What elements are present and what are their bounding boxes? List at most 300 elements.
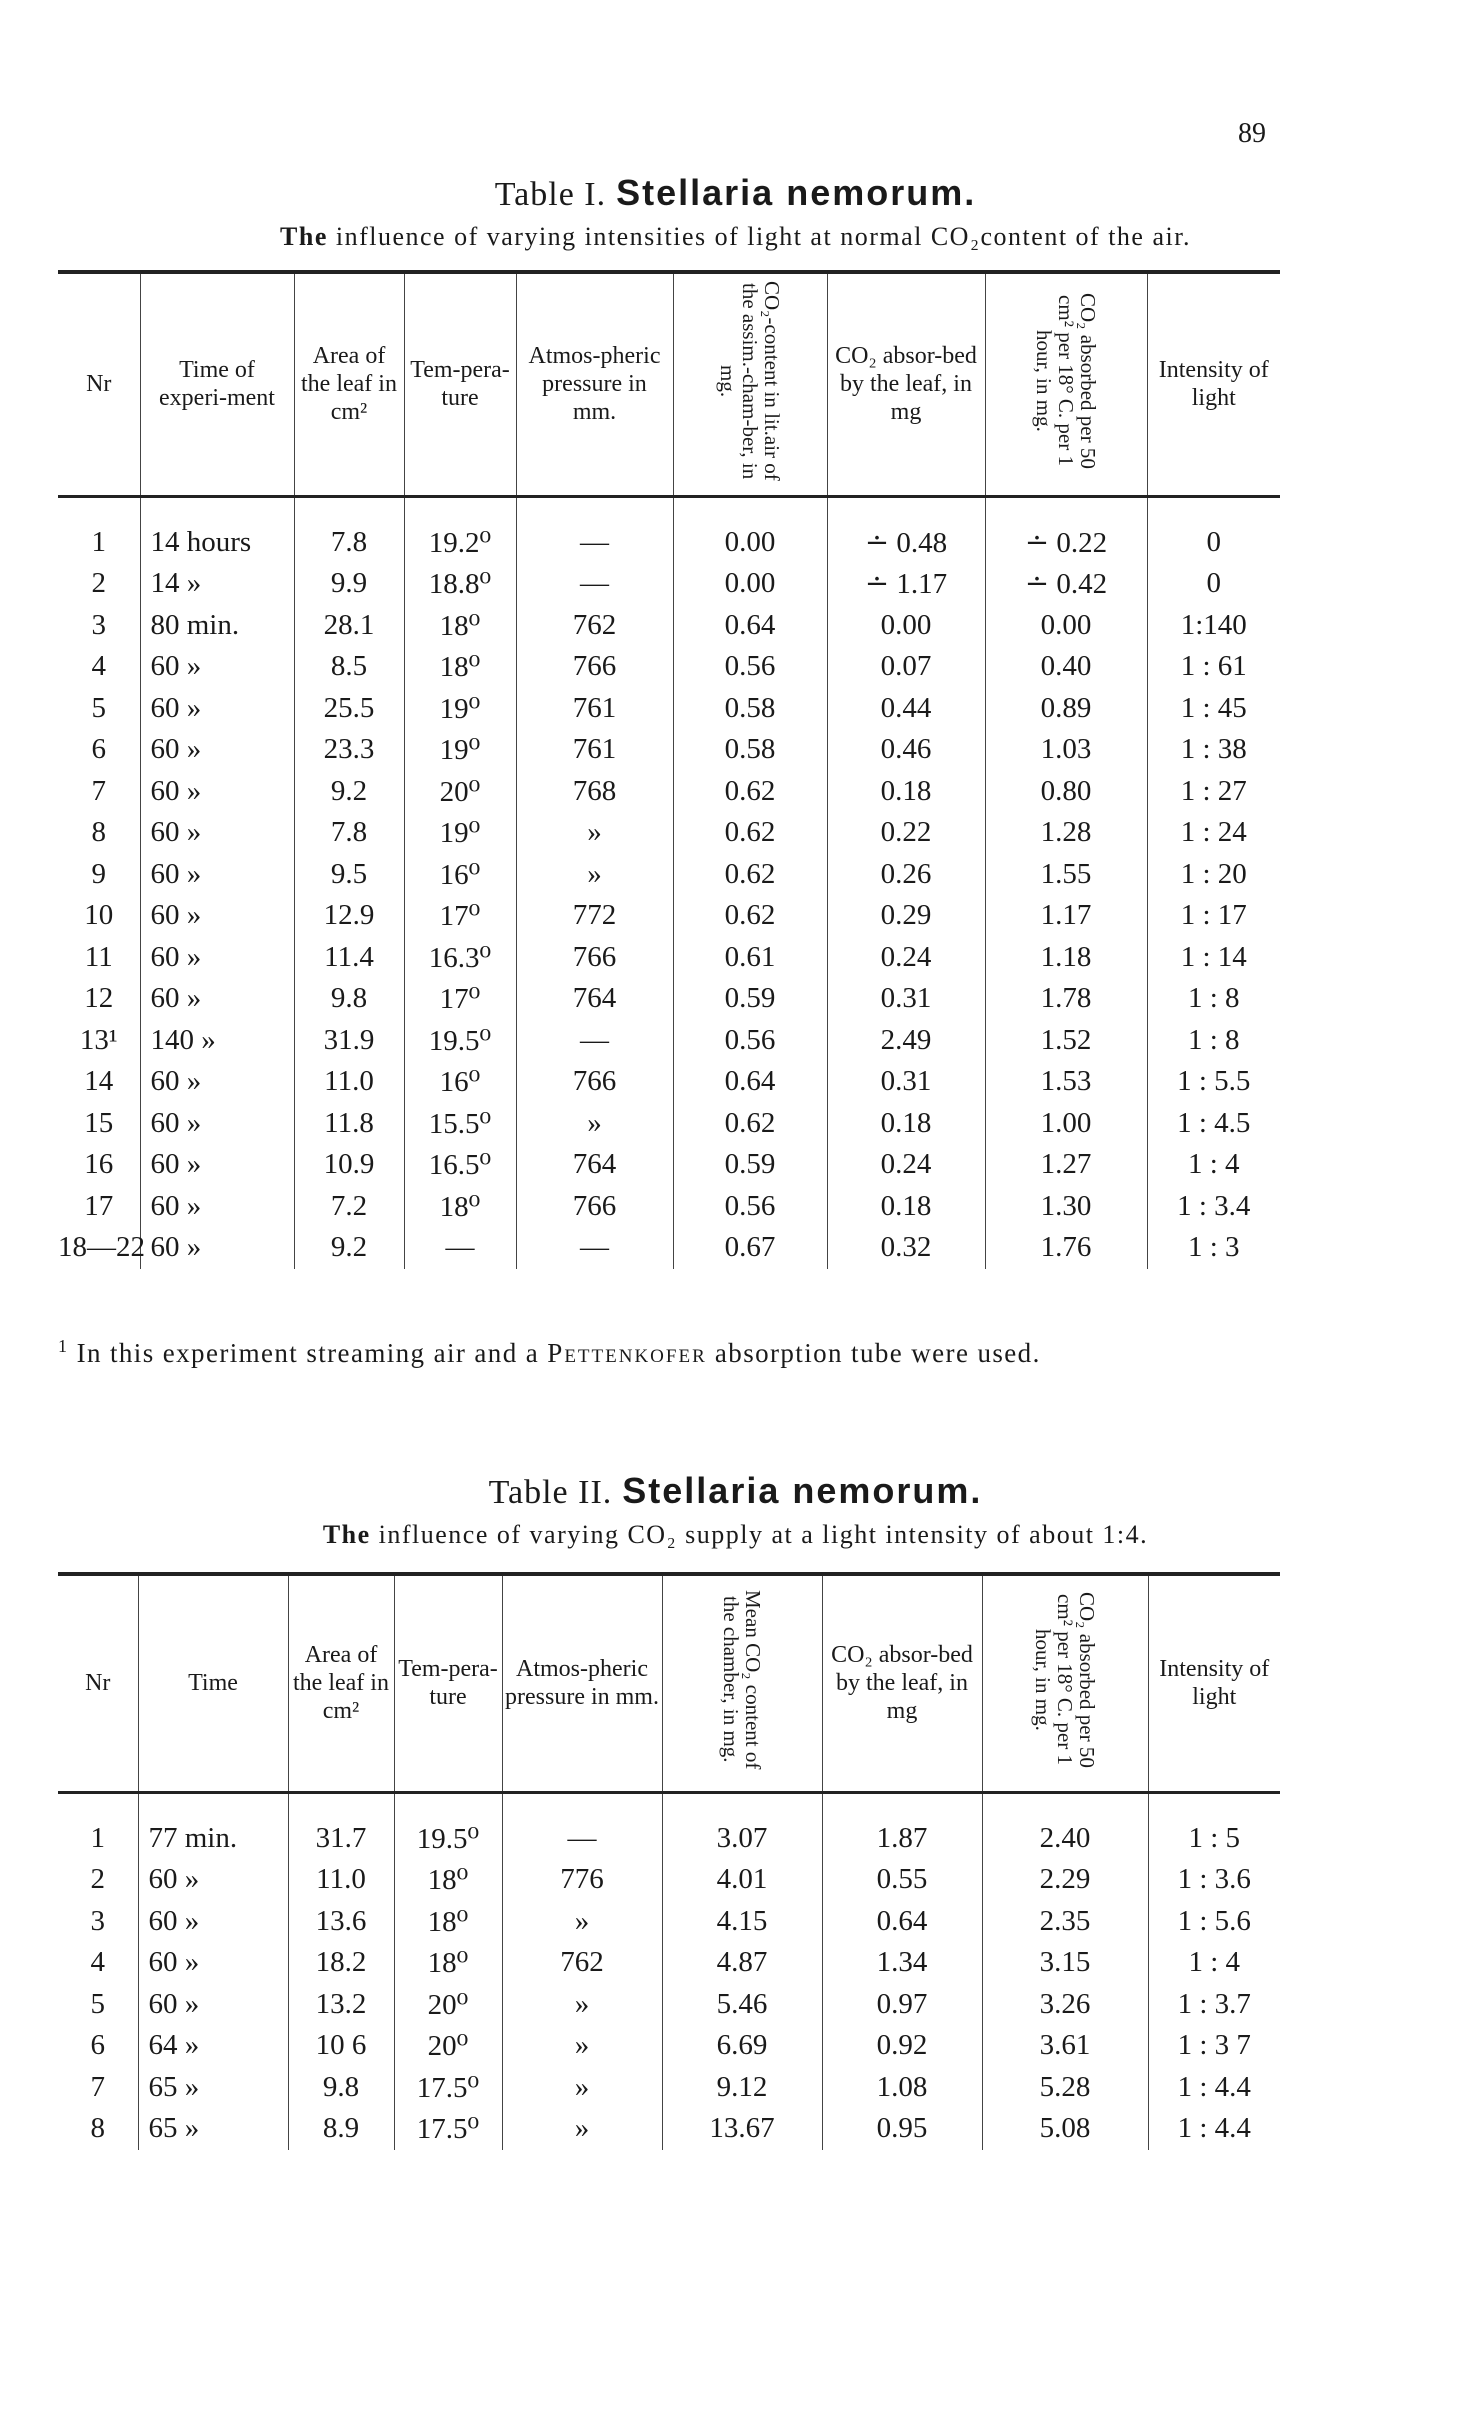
- table2-cell-c5: 4.87: [662, 1942, 822, 1984]
- table1-cell-c3: 19.5⁰: [404, 1020, 516, 1062]
- table1-cell-c2: 11.0: [294, 1061, 404, 1103]
- table1-cell-c6: 0.46: [827, 729, 985, 771]
- table1-cell-c8: 1:140: [1147, 605, 1280, 647]
- table-row: [58, 2067, 1280, 2109]
- table1-cell-c7: 1.03: [985, 729, 1147, 771]
- table1-cell-c4: »: [516, 1103, 673, 1145]
- table1-cell-c0: 5: [91, 691, 106, 724]
- table1-cell-c5: 0.62: [673, 854, 827, 896]
- table-row: [58, 1186, 1280, 1228]
- table1-cell-c5: 0.64: [673, 605, 827, 647]
- table1-cell-c3: 19.2⁰: [404, 496, 516, 563]
- table2-header-label-7: CO₂ absorbed per 50 cm² per 18° C. per 1 hour, in mg.: [1031, 1591, 1099, 1768]
- table1-cell-c8: 1 : 17: [1147, 895, 1280, 937]
- footnote-mark: 1: [58, 1336, 69, 1356]
- table1-cell-c0: 11: [84, 940, 113, 973]
- table1-cell-c0: 18—22: [58, 1231, 145, 1264]
- table-row: [58, 605, 1280, 647]
- table-row: [58, 978, 1280, 1020]
- table1-title: [0, 172, 1471, 214]
- table-row: [58, 895, 1280, 937]
- table1-cell-c2: 23.3: [294, 729, 404, 771]
- table1-cell-c8: 1 : 4: [1147, 1144, 1280, 1186]
- table2-cell-c3: 18⁰: [394, 1942, 502, 1984]
- table2-header-2: Area of the leaf in cm²: [288, 1574, 394, 1792]
- table-row: [58, 646, 1280, 688]
- table1-cell-c3: —: [404, 1227, 516, 1269]
- table1-cell-c3: 15.5⁰: [404, 1103, 516, 1145]
- table2-cell-c3: 20⁰: [394, 1984, 502, 2026]
- table2-cell-c1: 77 min.: [138, 1792, 288, 1859]
- table1-cell-c3: 16⁰: [404, 1061, 516, 1103]
- table2-cell-c8: 1 : 3.7: [1148, 1984, 1280, 2026]
- table1-cell-c8: 1 : 61: [1147, 646, 1280, 688]
- table2-header-label-5: Mean CO₂ content of the chamber, in mg.: [719, 1590, 765, 1770]
- table1-cell-c1: 14 »: [140, 563, 294, 605]
- table2-cell-c3: 18⁰: [394, 1901, 502, 1943]
- table1-cell-c6: 0.18: [827, 1103, 985, 1145]
- table2-cell-c7: 3.26: [982, 1984, 1148, 2026]
- table1-cell-c2: 11.8: [294, 1103, 404, 1145]
- table-row: [58, 854, 1280, 896]
- table1-cell-c7: 1.52: [985, 1020, 1147, 1062]
- table1-cell-c0: 8: [91, 816, 106, 849]
- table1-cell-c1: 14 hours: [140, 496, 294, 563]
- table-row: [58, 937, 1280, 979]
- table1-cell-c5: 0.56: [673, 1020, 827, 1062]
- table1-subtitle-text: influence of varying intensities of light at normal CO₂content of the air.: [335, 222, 1191, 251]
- table1-header-2: Area of the leaf in cm²: [294, 272, 404, 496]
- footnote-text-after: absorption tube were used.: [714, 1338, 1041, 1368]
- table2-cell-c8: 1 : 3 7: [1148, 2025, 1280, 2067]
- table1-cell-c4: 762: [516, 605, 673, 647]
- table1-cell-c8: 0: [1147, 496, 1280, 563]
- table1-cell-c8: 1 : 8: [1147, 978, 1280, 1020]
- table1-cell-c1: 60 »: [140, 729, 294, 771]
- table1-cell-c6: 0.31: [827, 1061, 985, 1103]
- table1-cell-c2: 7.2: [294, 1186, 404, 1228]
- table2-cell-c6: 1.87: [822, 1792, 982, 1859]
- table1-cell-c7: 0.80: [985, 771, 1147, 813]
- table1-cell-c6: 0.18: [827, 771, 985, 813]
- table1-cell-c2: 28.1: [294, 605, 404, 647]
- table-row: [58, 1901, 1280, 1943]
- table1-cell-c2: 9.2: [294, 771, 404, 813]
- table2-header-6: CO₂ absor-bed by the leaf, in mg: [822, 1574, 982, 1792]
- table1-cell-c3: 17⁰: [404, 978, 516, 1020]
- table2-header-row: [58, 1574, 1280, 1792]
- table1-cell-c1: 60 »: [140, 646, 294, 688]
- table1-cell-c3: 18⁰: [404, 646, 516, 688]
- table2-cell-c8: 1 : 4.4: [1148, 2108, 1280, 2150]
- table1-cell-c4: 761: [516, 729, 673, 771]
- table1-cell-c6: 0.00: [827, 605, 985, 647]
- table1-cell-c1: 80 min.: [140, 605, 294, 647]
- table1-cell-c2: 9.2: [294, 1227, 404, 1269]
- table-row: [58, 1144, 1280, 1186]
- table1-cell-c7: 0.89: [985, 688, 1147, 730]
- table1-label: Table I.: [494, 176, 607, 213]
- table2-cell-c3: 20⁰: [394, 2025, 502, 2067]
- table2-cell-c6: 0.95: [822, 2108, 982, 2150]
- table2-cell-c2: 10 6: [288, 2025, 394, 2067]
- table1-cell-c3: 16⁰: [404, 854, 516, 896]
- table1-cell-c1: 140 »: [140, 1020, 294, 1062]
- table1-cell-c4: —: [516, 563, 673, 605]
- table-row: [58, 563, 1280, 605]
- table2-cell-c2: 8.9: [288, 2108, 394, 2150]
- table1-cell-c7: 0.00: [985, 605, 1147, 647]
- table2-cell-c4: »: [502, 1901, 662, 1943]
- table1-cell-c0: 15: [84, 1106, 114, 1139]
- table2-cell-c5: 4.15: [662, 1901, 822, 1943]
- table1-cell-c5: 0.62: [673, 812, 827, 854]
- table2-cell-c2: 13.2: [288, 1984, 394, 2026]
- table2-cell-c6: 1.08: [822, 2067, 982, 2109]
- table1-cell-c8: 1 : 3: [1147, 1227, 1280, 1269]
- table2-cell-c8: 1 : 3.6: [1148, 1859, 1280, 1901]
- table1-cell-c5: 0.62: [673, 895, 827, 937]
- table2-cell-c3: 19.5⁰: [394, 1792, 502, 1859]
- table-row: [58, 812, 1280, 854]
- table1-header-1: Time of experi-ment: [140, 272, 294, 496]
- table1-header-7: [985, 272, 1147, 496]
- table1-cell-c2: 9.9: [294, 563, 404, 605]
- table-row: [58, 1227, 1280, 1269]
- table-row: [58, 729, 1280, 771]
- table1-cell-c1: 60 »: [140, 937, 294, 979]
- table2-cell-c2: 13.6: [288, 1901, 394, 1943]
- table1-cell-c2: 9.5: [294, 854, 404, 896]
- table1-cell-c0: 1: [91, 525, 106, 558]
- table-row: [58, 1984, 1280, 2026]
- table1-cell-c8: 1 : 3.4: [1147, 1186, 1280, 1228]
- table1-cell-c7: 1.00: [985, 1103, 1147, 1145]
- table2-cell-c5: 4.01: [662, 1859, 822, 1901]
- table1-cell-c2: 12.9: [294, 895, 404, 937]
- table1-cell-c0: 10: [84, 899, 114, 932]
- table1-cell-c6: ∸ 1.17: [827, 563, 985, 605]
- table1-cell-c4: 766: [516, 937, 673, 979]
- table1-cell-c4: »: [516, 812, 673, 854]
- table1-cell-c5: 0.59: [673, 978, 827, 1020]
- table1-cell-c5: 0.58: [673, 729, 827, 771]
- table2-cell-c2: 11.0: [288, 1859, 394, 1901]
- table2-cell-c7: 2.29: [982, 1859, 1148, 1901]
- table1-cell-c4: 766: [516, 646, 673, 688]
- table2-cell-c1: 60 »: [138, 1901, 288, 1943]
- table-row: [58, 1103, 1280, 1145]
- table2-cell-c7: 2.40: [982, 1792, 1148, 1859]
- table2-cell-c4: 762: [502, 1942, 662, 1984]
- table1-cell-c5: 0.62: [673, 771, 827, 813]
- table1-cell-c3: 19⁰: [404, 729, 516, 771]
- table-row: [58, 2108, 1280, 2150]
- table2-cell-c4: »: [502, 1984, 662, 2026]
- table-row: [58, 2025, 1280, 2067]
- table1-cell-c0: 2: [91, 567, 106, 600]
- table1-cell-c3: 19⁰: [404, 688, 516, 730]
- table1-cell-c0: 17: [84, 1189, 114, 1222]
- table1-cell-c4: 766: [516, 1186, 673, 1228]
- table-row: [58, 771, 1280, 813]
- table1-cell-c4: 766: [516, 1061, 673, 1103]
- table-row: [58, 496, 1280, 563]
- table1-cell-c5: 0.56: [673, 1186, 827, 1228]
- table1-cell-c8: 1 : 27: [1147, 771, 1280, 813]
- table-row: [58, 1942, 1280, 1984]
- table2-cell-c1: 60 »: [138, 1984, 288, 2026]
- table2-cell-c4: 776: [502, 1859, 662, 1901]
- table1: [58, 270, 1280, 1269]
- table1-cell-c6: ∸ 0.48: [827, 496, 985, 563]
- table1-cell-c0: 4: [91, 650, 106, 683]
- table2-cell-c0: 2: [90, 1863, 105, 1896]
- table1-cell-c5: 0.56: [673, 646, 827, 688]
- table2-cell-c4: —: [502, 1792, 662, 1859]
- table1-cell-c2: 11.4: [294, 937, 404, 979]
- table1-cell-c3: 20⁰: [404, 771, 516, 813]
- table1-cell-c6: 0.07: [827, 646, 985, 688]
- table2-cell-c1: 60 »: [138, 1942, 288, 1984]
- table1-footnote: [58, 1336, 1041, 1369]
- table2-species: Stellaria nemorum.: [622, 1470, 983, 1511]
- table1-cell-c2: 10.9: [294, 1144, 404, 1186]
- table1-cell-c7: ∸ 0.22: [985, 496, 1147, 563]
- table1-cell-c6: 0.18: [827, 1186, 985, 1228]
- table1-cell-c1: 60 »: [140, 1103, 294, 1145]
- table1-species: Stellaria nemorum.: [616, 172, 977, 213]
- table1-cell-c7: 0.40: [985, 646, 1147, 688]
- table1-cell-c8: 1 : 20: [1147, 854, 1280, 896]
- table1-cell-c7: 1.28: [985, 812, 1147, 854]
- table2-header-4: Atmos-pheric pressure in mm.: [502, 1574, 662, 1792]
- table2-cell-c0: 6: [90, 2029, 105, 2062]
- table1-cell-c4: 768: [516, 771, 673, 813]
- table1-subtitle-lead: The: [280, 222, 328, 251]
- table1-cell-c3: 18.8⁰: [404, 563, 516, 605]
- table-row: [58, 1859, 1280, 1901]
- table1-cell-c1: 60 »: [140, 688, 294, 730]
- table2-cell-c2: 18.2: [288, 1942, 394, 1984]
- footnote-name: Pettenkofer: [547, 1338, 707, 1368]
- table1-cell-c2: 7.8: [294, 812, 404, 854]
- table1-cell-c0: 12: [84, 982, 114, 1015]
- table2-cell-c1: 65 »: [138, 2108, 288, 2150]
- table1-cell-c1: 60 »: [140, 1144, 294, 1186]
- table2-cell-c4: »: [502, 2067, 662, 2109]
- table1-cell-c8: 1 : 5.5: [1147, 1061, 1280, 1103]
- table1-cell-c3: 18⁰: [404, 1186, 516, 1228]
- table2: [58, 1572, 1280, 2150]
- table1-cell-c8: 1 : 4.5: [1147, 1103, 1280, 1145]
- table1-cell-c5: 0.00: [673, 496, 827, 563]
- table1-cell-c7: ∸ 0.42: [985, 563, 1147, 605]
- table1-cell-c4: —: [516, 1020, 673, 1062]
- table1-cell-c1: 60 »: [140, 812, 294, 854]
- table1-header-4: Atmos-pheric pressure in mm.: [516, 272, 673, 496]
- table2-cell-c0: 1: [90, 1821, 105, 1854]
- table1-cell-c7: 1.53: [985, 1061, 1147, 1103]
- table2-cell-c0: 4: [90, 1946, 105, 1979]
- table1-cell-c0: 7: [91, 774, 106, 807]
- table1-cell-c6: 2.49: [827, 1020, 985, 1062]
- table1-cell-c5: 0.58: [673, 688, 827, 730]
- table2-subtitle-text: influence of varying CO₂ supply at a light intensity of about 1:4.: [378, 1520, 1149, 1549]
- table2-cell-c7: 3.15: [982, 1942, 1148, 1984]
- table2-cell-c8: 1 : 4: [1148, 1942, 1280, 1984]
- table2-label: Table II.: [488, 1474, 613, 1511]
- table1-cell-c1: 60 »: [140, 978, 294, 1020]
- table2-subtitle-lead: The: [322, 1520, 371, 1549]
- table2-cell-c0: 3: [90, 1904, 105, 1937]
- table1-cell-c8: 1 : 38: [1147, 729, 1280, 771]
- table2-cell-c5: 6.69: [662, 2025, 822, 2067]
- table2-cell-c3: 18⁰: [394, 1859, 502, 1901]
- table2-header-1: Time: [138, 1574, 288, 1792]
- table1-cell-c4: 761: [516, 688, 673, 730]
- table2-cell-c6: 0.55: [822, 1859, 982, 1901]
- table2-cell-c3: 17.5⁰: [394, 2067, 502, 2109]
- table2-cell-c7: 3.61: [982, 2025, 1148, 2067]
- table1-cell-c1: 60 »: [140, 1061, 294, 1103]
- table1-cell-c6: 0.31: [827, 978, 985, 1020]
- table-row: [58, 1020, 1280, 1062]
- table2-cell-c6: 1.34: [822, 1942, 982, 1984]
- table2-cell-c2: 31.7: [288, 1792, 394, 1859]
- table1-cell-c6: 0.32: [827, 1227, 985, 1269]
- table1-cell-c8: 1 : 8: [1147, 1020, 1280, 1062]
- table2-cell-c5: 5.46: [662, 1984, 822, 2026]
- table2-header-0: Nr: [85, 1670, 111, 1697]
- table2-cell-c2: 9.8: [288, 2067, 394, 2109]
- table1-cell-c6: 0.22: [827, 812, 985, 854]
- table1-cell-c0: 16: [84, 1148, 114, 1181]
- table1-cell-c1: 60 »: [140, 854, 294, 896]
- table1-cell-c7: 1.27: [985, 1144, 1147, 1186]
- table-row: [58, 688, 1280, 730]
- table1-cell-c2: 25.5: [294, 688, 404, 730]
- table1-cell-c5: 0.00: [673, 563, 827, 605]
- table2-cell-c7: 5.08: [982, 2108, 1148, 2150]
- table1-cell-c8: 1 : 14: [1147, 937, 1280, 979]
- table1-subtitle: [0, 222, 1471, 252]
- table1-cell-c2: 8.5: [294, 646, 404, 688]
- table-row: [58, 1792, 1280, 1859]
- table1-cell-c4: —: [516, 1227, 673, 1269]
- table1-cell-c8: 1 : 45: [1147, 688, 1280, 730]
- table1-cell-c4: »: [516, 854, 673, 896]
- table1-cell-c6: 0.29: [827, 895, 985, 937]
- table1-cell-c0: 9: [91, 857, 106, 890]
- table1-cell-c7: 1.76: [985, 1227, 1147, 1269]
- table1-cell-c4: 772: [516, 895, 673, 937]
- table1-cell-c1: 60 »: [140, 895, 294, 937]
- table1-cell-c2: 9.8: [294, 978, 404, 1020]
- table1-cell-c7: 1.18: [985, 937, 1147, 979]
- table1-cell-c4: —: [516, 496, 673, 563]
- table1-header-label-5: CO₂-content in lit.air of the assim.-cham-ber, in mg.: [716, 280, 784, 481]
- table1-cell-c3: 18⁰: [404, 605, 516, 647]
- table1-cell-c3: 16.5⁰: [404, 1144, 516, 1186]
- table1-cell-c6: 0.24: [827, 1144, 985, 1186]
- table1-cell-c7: 1.30: [985, 1186, 1147, 1228]
- table1-cell-c0: 3: [91, 608, 106, 641]
- table1-cell-c5: 0.59: [673, 1144, 827, 1186]
- table2-header-8: Intensity of light: [1148, 1574, 1280, 1792]
- table2-cell-c0: 7: [90, 2070, 105, 2103]
- table1-cell-c5: 0.62: [673, 1103, 827, 1145]
- table2-header-7: [982, 1574, 1148, 1792]
- table2-cell-c6: 0.97: [822, 1984, 982, 2026]
- table1-cell-c1: 60 »: [140, 1227, 294, 1269]
- table2-cell-c7: 5.28: [982, 2067, 1148, 2109]
- table1-header-row: [58, 272, 1280, 496]
- table2-cell-c5: 3.07: [662, 1792, 822, 1859]
- table1-cell-c3: 16.3⁰: [404, 937, 516, 979]
- table1-cell-c0: 13¹: [79, 1023, 118, 1056]
- table1-cell-c0: 6: [91, 733, 106, 766]
- table1-cell-c5: 0.67: [673, 1227, 827, 1269]
- table1-cell-c8: 0: [1147, 563, 1280, 605]
- table-row: [58, 1061, 1280, 1103]
- table1-cell-c1: 60 »: [140, 771, 294, 813]
- table1-header-label-7: CO₂ absorbed per 50 cm² per 18° C. per 1 hour, in mg.: [1032, 292, 1100, 469]
- table2-cell-c8: 1 : 5: [1148, 1792, 1280, 1859]
- table1-cell-c7: 1.78: [985, 978, 1147, 1020]
- table2-cell-c1: 64 »: [138, 2025, 288, 2067]
- table2-cell-c0: 8: [90, 2112, 105, 2145]
- table1-cell-c2: 7.8: [294, 496, 404, 563]
- table2-cell-c4: »: [502, 2025, 662, 2067]
- table2-subtitle: [0, 1520, 1471, 1550]
- table1-cell-c6: 0.24: [827, 937, 985, 979]
- table1-cell-c4: 764: [516, 978, 673, 1020]
- table1-cell-c8: 1 : 24: [1147, 812, 1280, 854]
- table2-cell-c5: 13.67: [662, 2108, 822, 2150]
- table1-cell-c7: 1.17: [985, 895, 1147, 937]
- table2-cell-c1: 65 »: [138, 2067, 288, 2109]
- footnote-text-before: In this experiment streaming air and a: [76, 1338, 540, 1368]
- table2-cell-c7: 2.35: [982, 1901, 1148, 1943]
- table2-cell-c4: »: [502, 2108, 662, 2150]
- table1-cell-c4: 764: [516, 1144, 673, 1186]
- table1-cell-c5: 0.61: [673, 937, 827, 979]
- table1-cell-c3: 17⁰: [404, 895, 516, 937]
- table2-title: [0, 1470, 1471, 1512]
- table2-cell-c0: 5: [90, 1987, 105, 2020]
- page-number: 89: [1238, 118, 1266, 149]
- table2-cell-c5: 9.12: [662, 2067, 822, 2109]
- table1-header-0: Nr: [86, 371, 112, 398]
- table1-header-3: Tem-pera-ture: [404, 272, 516, 496]
- table1-cell-c6: 0.44: [827, 688, 985, 730]
- table1-cell-c0: 14: [84, 1065, 114, 1098]
- table2-cell-c8: 1 : 5.6: [1148, 1901, 1280, 1943]
- table1-cell-c3: 19⁰: [404, 812, 516, 854]
- table2-cell-c3: 17.5⁰: [394, 2108, 502, 2150]
- table2-cell-c8: 1 : 4.4: [1148, 2067, 1280, 2109]
- table2-cell-c6: 0.64: [822, 1901, 982, 1943]
- table1-cell-c7: 1.55: [985, 854, 1147, 896]
- table1-cell-c5: 0.64: [673, 1061, 827, 1103]
- table1-header-6: CO₂ absor-bed by the leaf, in mg: [827, 272, 985, 496]
- table2-header-5: [662, 1574, 822, 1792]
- table1-cell-c2: 31.9: [294, 1020, 404, 1062]
- table1-header-5: [673, 272, 827, 496]
- table2-cell-c6: 0.92: [822, 2025, 982, 2067]
- table1-header-8: Intensity of light: [1147, 272, 1280, 496]
